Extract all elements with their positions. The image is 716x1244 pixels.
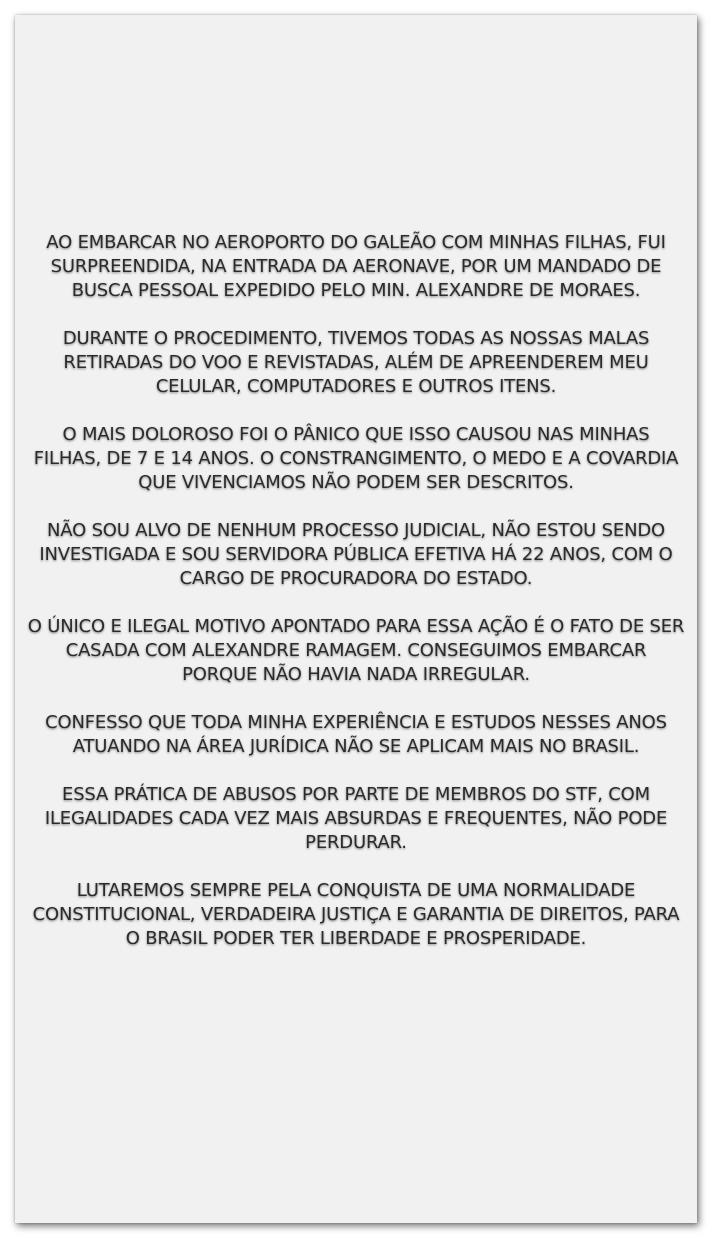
- statement-card: [15, 15, 697, 1223]
- text-line: RETIRADAS DO VOO E REVISTADAS, ALÉM DE APREENDEREM MEU: [63, 352, 649, 373]
- paragraph-3: [15, 423, 697, 495]
- paragraph-4: [15, 519, 697, 591]
- text-line: INVESTIGADA E SOU SERVIDORA PÚBLICA EFETIVA HÁ 22 ANOS, COM O: [39, 544, 673, 565]
- paragraph-8: [15, 879, 697, 951]
- text-line: ESSA PRÁTICA DE ABUSOS POR PARTE DE MEMBROS DO STF, COM: [62, 784, 650, 805]
- text-line: CONSTITUCIONAL, VERDADEIRA JUSTIÇA E GARANTIA DE DIREITOS, PARA: [32, 904, 680, 925]
- text-line: CELULAR, COMPUTADORES E OUTROS ITENS.: [155, 376, 557, 397]
- text-line: AO EMBARCAR NO AEROPORTO DO GALEÃO COM MINHAS FILHAS, FUI: [46, 232, 666, 253]
- text-line: PERDURAR.: [305, 832, 407, 853]
- paragraph-7: [15, 783, 697, 855]
- text-line: CASADA COM ALEXANDRE RAMAGEM. CONSEGUIMOS EMBARCAR: [65, 640, 647, 661]
- statement-text: [15, 231, 697, 975]
- text-line: BUSCA PESSOAL EXPEDIDO PELO MIN. ALEXANDRE DE MORAES.: [71, 280, 641, 301]
- paragraph-5: [15, 615, 697, 687]
- text-line: ILEGALIDADES CADA VEZ MAIS ABSURDAS E FREQUENTES, NÃO PODE: [44, 808, 668, 829]
- text-line: CONFESSO QUE TODA MINHA EXPERIÊNCIA E ESTUDOS NESSES ANOS: [45, 712, 667, 733]
- text-line: O ÚNICO E ILEGAL MOTIVO APONTADO PARA ESSA AÇÃO É O FATO DE SER: [27, 616, 685, 637]
- text-line: NÃO SOU ALVO DE NENHUM PROCESSO JUDICIAL, NÃO ESTOU SENDO: [47, 520, 665, 541]
- paragraph-1: [15, 231, 697, 303]
- text-line: SURPREENDIDA, NA ENTRADA DA AERONAVE, POR UM MANDADO DE: [50, 256, 662, 277]
- text-line: DURANTE O PROCEDIMENTO, TIVEMOS TODAS AS NOSSAS MALAS: [62, 328, 650, 349]
- text-line: ATUANDO NA ÁREA JURÍDICA NÃO SE APLICAM MAIS NO BRASIL.: [72, 736, 640, 757]
- text-line: QUE VIVENCIAMOS NÃO PODEM SER DESCRITOS.: [138, 472, 574, 493]
- text-line: O BRASIL PODER TER LIBERDADE E PROSPERIDADE.: [125, 928, 587, 949]
- text-line: O MAIS DOLOROSO FOI O PÂNICO QUE ISSO CAUSOU NAS MINHAS: [62, 424, 650, 445]
- paragraph-2: [15, 327, 697, 399]
- paragraph-6: [15, 711, 697, 759]
- text-line: LUTAREMOS SEMPRE PELA CONQUISTA DE UMA NORMALIDADE: [76, 880, 636, 901]
- text-line: CARGO DE PROCURADORA DO ESTADO.: [179, 568, 533, 589]
- text-line: PORQUE NÃO HAVIA NADA IRREGULAR.: [182, 664, 530, 685]
- text-line: FILHAS, DE 7 E 14 ANOS. O CONSTRANGIMENTO, O MEDO E A COVARDIA: [33, 448, 679, 469]
